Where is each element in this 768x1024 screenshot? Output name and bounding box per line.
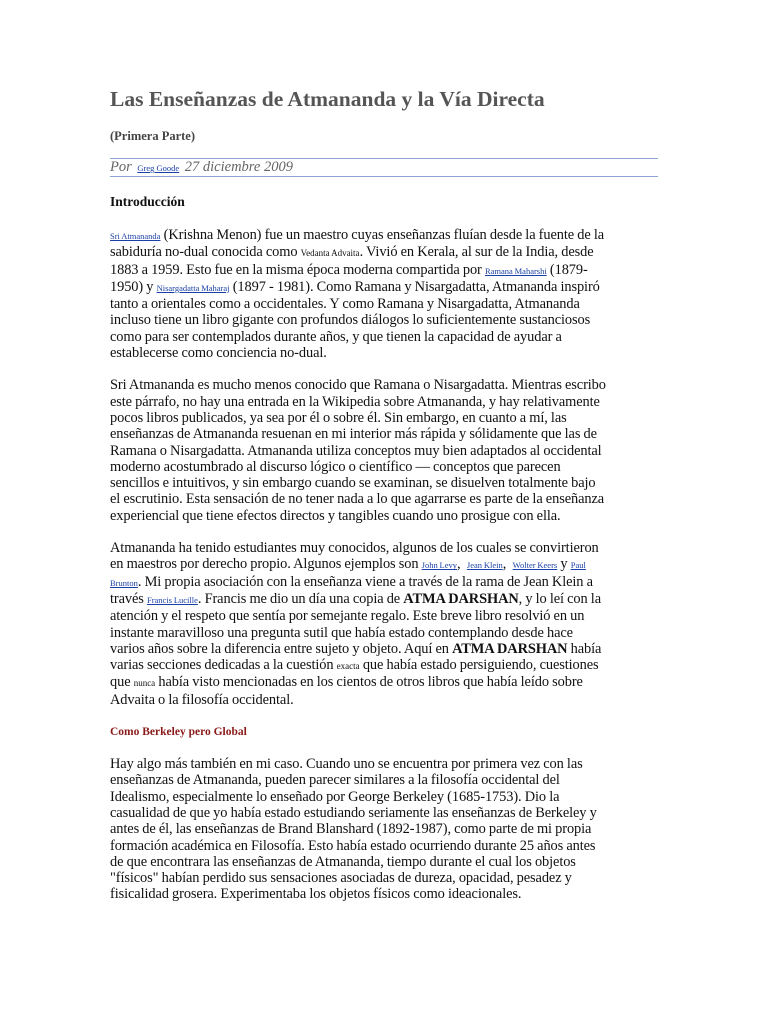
link-paul-brunton-2[interactable]: Brunton <box>110 577 138 588</box>
link-francis-lucille[interactable]: Francis Lucille <box>146 594 198 605</box>
document-subtitle: (Primera Parte) <box>110 129 196 143</box>
link-ramana-maharshi[interactable]: Ramana Maharshi <box>484 265 547 276</box>
term-exacta: exacta <box>336 661 360 672</box>
link-wolter-keers[interactable]: Wolter Keers <box>512 560 558 571</box>
byline-prefix: Por <box>110 159 132 175</box>
paragraph-1: Sri Atmananda (Krishna Menon) fue un maestro cuyas enseñanzas fluían desde la fuente de la sabiduría no-dual conocida como Vedanta Advaita. Vivió en Kerala, al sur de la India, desde 1883 a 1959. Esto fue en la misma época moderna compartida por Ramana Maharshi (1879- 1950) y Nisargadatta Maharaj (1897 - 1981). Como Ramana y Nisargadatta, Atmananda inspiró tanto a orientales como a occidentales. Y como Ramana y Nisargadatta, Atmananda incluso tiene un libro gigante con profundos diálogos lo suficientemente sustanciosos como para ser contemplados durante años, y que tienen la capacidad de ayudar a establecerse como conciencia no-dual. <box>110 227 605 362</box>
author-link[interactable]: Greg Goode <box>137 163 180 173</box>
document-title: Las Enseñanzas de Atmananda y la Vía Directa <box>110 87 545 111</box>
book-title-atma-darshan-2: ATMA DARSHAN <box>452 640 568 657</box>
byline <box>110 158 658 177</box>
book-title-atma-darshan: ATMA DARSHAN <box>403 590 519 607</box>
link-jean-klein[interactable]: Jean Klein <box>466 560 503 571</box>
section-heading-berkeley: Como Berkeley pero Global <box>110 726 247 739</box>
paragraph-4: Hay algo más también en mi caso. Cuando uno se encuentra por primera vez con las enseñanzas de Atmananda, pueden parecer similares a la filosofía occidental del Idealismo, especialmente lo enseñado por George Berkeley (1685-1753). Dio la casualidad de que yo había estado estudiando seriamente las enseñanzas de Berkeley y antes de él, las enseñanzas de Brand Blanshard (1892-1987), como parte de mi propia formación académica en Filosofía. Esto había estado ocurriendo durante 25 años antes de que encontrara las enseñanzas de Atmananda, tiempo durante el cual los objetos "físicos" habían perdido sus sensaciones asociadas de dureza, opacidad, pesadez y fisicalidad grosera. Experimentaba los objetos físicos como ideacionales. <box>110 756 597 903</box>
link-nisargadatta-maharaj[interactable]: Nisargadatta Maharaj <box>156 282 230 293</box>
document-page <box>110 86 658 903</box>
publish-date: 27 diciembre 2009 <box>184 159 293 175</box>
link-paul-brunton-1[interactable]: Paul <box>570 560 586 571</box>
link-john-levy[interactable]: John Levy <box>421 560 457 571</box>
paragraph-2: Sri Atmananda es mucho menos conocido que Ramana o Nisargadatta. Mientras escribo este párrafo, no hay una entrada en la Wikipedia sobre Atmananda, y hay relativamente pocos libros publicados, ya sea por él o sobre él. Sin embargo, en cuanto a mí, las enseñanzas de Atmananda resuenan en mi interior más rápida y sólidamente que las de Ramana o Nisargadatta. Atmananda utiliza conceptos muy bien adaptados al occidental moderno acostumbrado al discurso lógico o científico — conceptos que parecen sencillos e intuitivos, y sin embargo cuando se examinan, se disuelven totalmente bajo el escrutinio. Esta sensación de no tener nada a lo que agarrarse es parte de la enseñanza experiencial que tiene efectos directos y tangibles cuando uno prosigue con ella. <box>110 377 606 524</box>
paragraph-3: Atmananda ha tenido estudiantes muy conocidos, algunos de los cuales se convirtieron en maestros por derecho propio. Algunos ejemplos son John Levy, Jean Klein, Wolter Keers y Paul Brunton. Mi propia asociación con la enseñanza viene a través de la rama de Jean Klein a través Francis Lucille. Francis me dio un día una copia de ATMA DARSHAN, y lo leí con la atención y el respeto que sentía por semejante regalo. Este breve libro resolvió en un instante maravilloso una pregunta sutil que había estado contemplando desde hace varios años sobre la diferencia entre sujeto y objeto. Aquí en ATMA DARSHAN había varias secciones dedicadas a la cuestión exacta que había estado persiguiendo, cuestiones que nunca había visto mencionadas en los cientos de otros libros que había leído sobre Advaita o la filosofía occidental. <box>110 540 602 708</box>
term-nunca: nunca <box>133 678 156 689</box>
link-sri-atmananda[interactable]: Sri Atmananda <box>110 231 161 241</box>
section-heading-introduccion: Introducción <box>110 194 185 209</box>
term-vedanta-advaita: Vedanta Advaita <box>300 248 360 259</box>
